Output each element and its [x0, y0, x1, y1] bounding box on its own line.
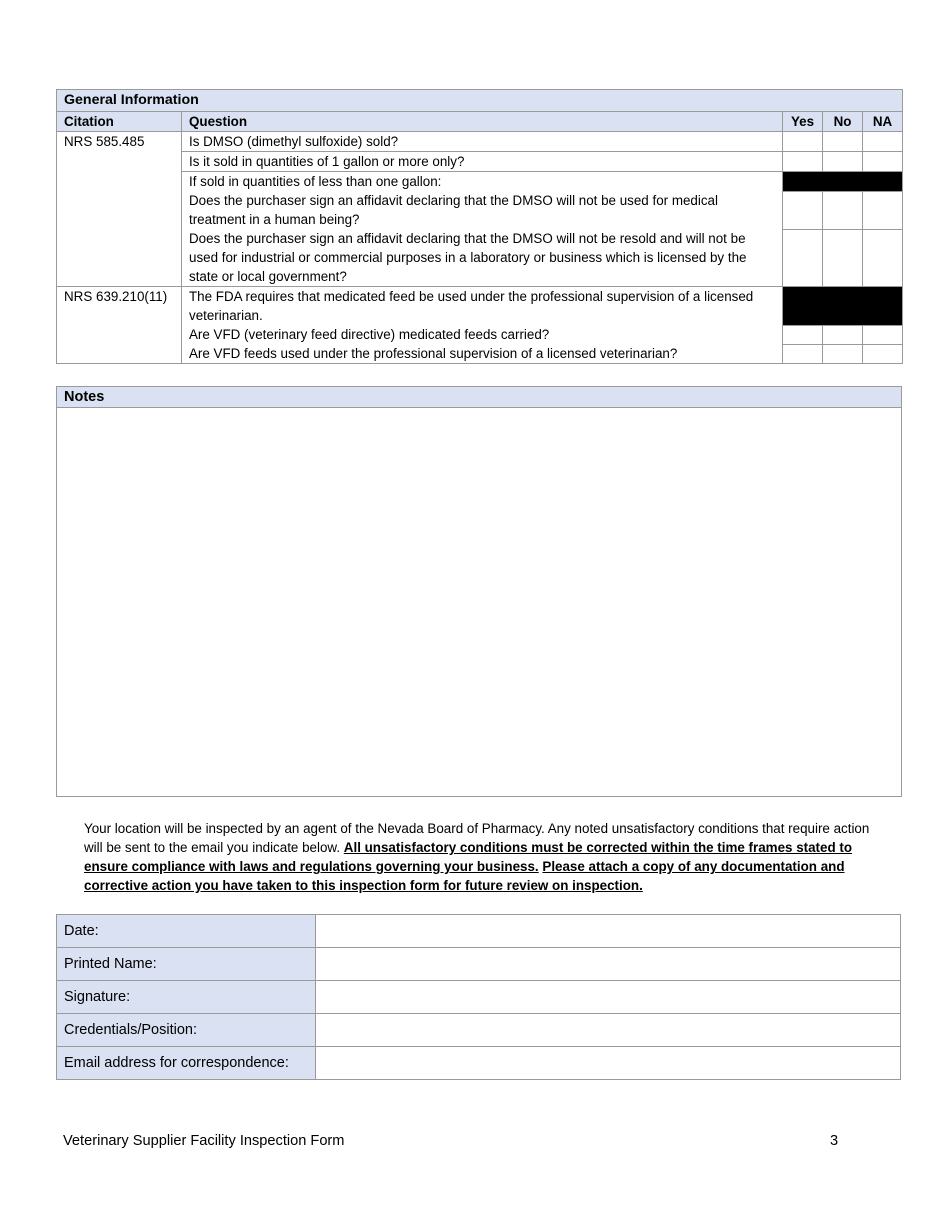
question-header: Question	[182, 112, 783, 132]
inspection-disclaimer	[84, 819, 874, 895]
yes-checkbox[interactable]	[783, 132, 823, 152]
printed-name-label: Printed Name:	[57, 948, 316, 981]
email-label: Email address for correspondence:	[57, 1047, 316, 1080]
no-checkbox[interactable]	[823, 229, 863, 287]
question-text: Does the purchaser sign an affidavit declaring that the DMSO will not be used for medical treatment in a human being?	[182, 191, 783, 229]
credentials-label: Credentials/Position:	[57, 1014, 316, 1047]
table-row	[57, 191, 903, 229]
citation-cell: NRS 639.210(11)	[57, 287, 182, 364]
question-text: Is it sold in quantities of 1 gallon or more only?	[182, 152, 783, 172]
email-field[interactable]	[316, 1047, 901, 1080]
na-checkbox[interactable]	[863, 152, 903, 172]
section-title: General Information	[57, 90, 903, 112]
table-row	[57, 229, 903, 287]
question-text: Does the purchaser sign an affidavit declaring that the DMSO will not be resold and will not be used for industrial or commercial purposes in a laboratory or business which is licensed by the state or local government?	[182, 229, 783, 287]
footer-title: Veterinary Supplier Facility Inspection Form	[63, 1133, 345, 1149]
notes-title: Notes	[57, 387, 901, 408]
yes-checkbox[interactable]	[783, 325, 823, 344]
na-checkbox[interactable]	[863, 132, 903, 152]
printed-name-field[interactable]	[316, 948, 901, 981]
general-information-table	[56, 89, 903, 364]
blacked-out-cell	[783, 287, 903, 326]
na-checkbox[interactable]	[863, 344, 903, 364]
question-text: Is DMSO (dimethyl sulfoxide) sold?	[182, 132, 783, 152]
question-text: Are VFD (veterinary feed directive) medicated feeds carried?	[182, 325, 783, 344]
table-row	[57, 152, 903, 172]
signature-table	[56, 914, 901, 1080]
table-row	[57, 287, 903, 326]
table-row	[57, 172, 903, 192]
no-checkbox[interactable]	[823, 344, 863, 364]
disclaimer-attach-notice: Please attach a copy of any documentation and corrective action you have taken to this inspection form for future review on inspection.	[84, 859, 845, 893]
no-checkbox[interactable]	[823, 152, 863, 172]
table-row	[57, 325, 903, 344]
blacked-out-cell	[783, 172, 903, 192]
date-field[interactable]	[316, 915, 901, 948]
date-label: Date:	[57, 915, 316, 948]
signature-label: Signature:	[57, 981, 316, 1014]
table-row	[57, 344, 903, 364]
no-checkbox[interactable]	[823, 325, 863, 344]
yes-checkbox[interactable]	[783, 229, 823, 287]
question-text: The FDA requires that medicated feed be used under the professional supervision of a licensed veterinarian.	[182, 287, 783, 326]
yes-checkbox[interactable]	[783, 152, 823, 172]
signature-field[interactable]	[316, 981, 901, 1014]
no-header: No	[823, 112, 863, 132]
yes-checkbox[interactable]	[783, 344, 823, 364]
citation-cell: NRS 585.485	[57, 132, 182, 287]
na-checkbox[interactable]	[863, 229, 903, 287]
disclaimer-text: Your location will be inspected by an agent of the Nevada Board of Pharmacy. Any noted unsatisfactory conditions that require action will be sent to the email you indicate below.	[84, 821, 870, 855]
yes-header: Yes	[783, 112, 823, 132]
na-header: NA	[863, 112, 903, 132]
question-text: If sold in quantities of less than one gallon:	[182, 172, 783, 192]
na-checkbox[interactable]	[863, 325, 903, 344]
page-number: 3	[830, 1133, 839, 1149]
table-row	[57, 132, 903, 152]
disclaimer-correction-notice: All unsatisfactory conditions must be corrected within the time frames stated to ensure compliance with laws and regulations governing your business.	[84, 840, 852, 874]
question-text: Are VFD feeds used under the professional supervision of a licensed veterinarian?	[182, 344, 783, 364]
no-checkbox[interactable]	[823, 132, 863, 152]
citation-header: Citation	[57, 112, 182, 132]
na-checkbox[interactable]	[863, 191, 903, 229]
no-checkbox[interactable]	[823, 191, 863, 229]
credentials-field[interactable]	[316, 1014, 901, 1047]
notes-box[interactable]	[56, 386, 902, 797]
yes-checkbox[interactable]	[783, 191, 823, 229]
